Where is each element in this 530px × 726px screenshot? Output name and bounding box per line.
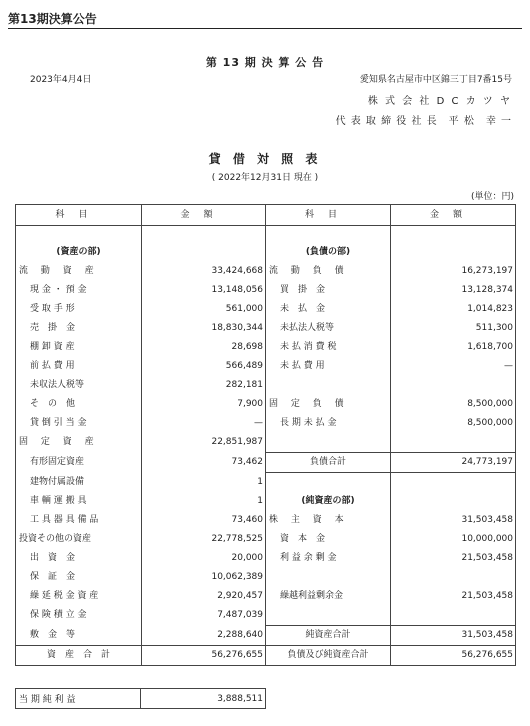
asset-value: 73,462 [142, 453, 266, 473]
liability-label: 未払法人税等 [266, 319, 391, 338]
asset-label: そ の 他 [16, 395, 142, 414]
asset-label: 現 金 ・ 預 金 [16, 281, 142, 300]
table-row [16, 453, 516, 473]
table-row [16, 338, 516, 357]
table-row [16, 587, 516, 606]
asset-value: 18,830,344 [142, 319, 266, 338]
liability-value: — [391, 357, 516, 376]
liabilities-net-assets-total-label: 負債及び純資産合計 [266, 646, 391, 666]
balance-sheet-date: ( 2022年12月31日 現在 ) [211, 173, 319, 183]
asset-label: 売 掛 金 [16, 319, 142, 338]
table-row [16, 606, 516, 626]
column-header-account: 科目 [266, 205, 391, 226]
table-row [16, 511, 516, 530]
asset-label: 固 定 資 産 [16, 433, 142, 453]
table-row [16, 243, 516, 262]
table-row [16, 689, 266, 709]
table-row [16, 568, 516, 587]
net-asset-label: 利 益 余 剰 金 [266, 549, 391, 568]
company-name: 株 式 会 社 D C カ ツ ヤ [367, 96, 512, 107]
assets-total-value: 56,276,655 [142, 646, 266, 666]
table-row [16, 414, 516, 433]
asset-label: 貸 倒 引 当 金 [16, 414, 142, 433]
column-header-amount: 金額 [142, 205, 266, 226]
balance-sheet-title: 貸 借 対 照 表 [208, 152, 322, 166]
asset-value: 566,489 [142, 357, 266, 376]
asset-label: 棚 卸 資 産 [16, 338, 142, 357]
column-header-account: 科目 [16, 205, 142, 226]
liability-label: 長 期 未 払 金 [266, 414, 391, 433]
asset-label: 繰 延 税 金 資 産 [16, 587, 142, 606]
asset-value: 1 [142, 492, 266, 511]
net-asset-value: 10,000,000 [391, 530, 516, 549]
asset-label: 有形固定資産 [16, 453, 142, 473]
table-row [16, 300, 516, 319]
asset-label: 受 取 手 形 [16, 300, 142, 319]
asset-value: 22,778,525 [142, 530, 266, 549]
net-income-label: 当 期 純 利 益 [16, 689, 141, 709]
balance-sheet-table [15, 204, 516, 666]
table-row [16, 395, 516, 414]
asset-value: 1 [142, 473, 266, 493]
net-income-table [15, 688, 266, 709]
liability-value: 511,300 [391, 319, 516, 338]
table-row [16, 492, 516, 511]
net-assets-total-value: 31,503,458 [391, 626, 516, 646]
liabilities-total-value: 24,773,197 [391, 453, 516, 473]
liabilities-section-heading: (負債の部) [266, 243, 391, 262]
liability-label: 未 払 費 用 [266, 357, 391, 376]
unit-label: (単位：円) [470, 192, 514, 202]
asset-label: 工 具 器 具 備 品 [16, 511, 142, 530]
notice-date: 2023年4月4日 [30, 75, 92, 85]
table-row [16, 281, 516, 300]
asset-value: 28,698 [142, 338, 266, 357]
asset-value: 10,062,389 [142, 568, 266, 587]
table-header-row [16, 205, 516, 226]
asset-value: 282,181 [142, 376, 266, 395]
asset-label: 未収法人税等 [16, 376, 142, 395]
table-row [16, 549, 516, 568]
assets-section-heading: (資産の部) [16, 243, 142, 262]
asset-value: 7,487,039 [142, 606, 266, 626]
asset-value: 20,000 [142, 549, 266, 568]
asset-label: 保 証 金 [16, 568, 142, 587]
table-row [16, 376, 516, 395]
net-asset-value: 21,503,458 [391, 587, 516, 606]
column-header-amount: 金額 [391, 205, 516, 226]
asset-value: 13,148,056 [142, 281, 266, 300]
liability-label: 固 定 負 債 [266, 395, 391, 414]
asset-value: 22,851,987 [142, 433, 266, 453]
asset-label: 保 険 積 立 金 [16, 606, 142, 626]
net-asset-value: 21,503,458 [391, 549, 516, 568]
table-row [16, 433, 516, 453]
asset-label: 敷 金 等 [16, 626, 142, 646]
liability-value: 13,128,374 [391, 281, 516, 300]
liability-value: 1,618,700 [391, 338, 516, 357]
net-income-value: 3,888,511 [141, 689, 266, 709]
asset-label: 投資その他の資産 [16, 530, 142, 549]
assets-total-label: 資 産 合 計 [16, 646, 142, 666]
table-row [16, 530, 516, 549]
liability-label: 流 動 負 債 [266, 262, 391, 281]
liability-value: 8,500,000 [391, 395, 516, 414]
asset-label: 流 動 資 産 [16, 262, 142, 281]
net-assets-section-heading: (純資産の部) [266, 492, 391, 511]
asset-label: 車 輌 運 搬 具 [16, 492, 142, 511]
table-row [16, 319, 516, 338]
liability-label: 買 掛 金 [266, 281, 391, 300]
liability-label: 未 払 消 費 税 [266, 338, 391, 357]
asset-value: 73,460 [142, 511, 266, 530]
notice-title: 第 13 期 決 算 公 告 [205, 56, 325, 69]
asset-value: 2,288,640 [142, 626, 266, 646]
company-representative: 代 表 取 締 役 社 長 平 松 幸 一 [335, 116, 512, 127]
asset-value: — [142, 414, 266, 433]
page-header-title: 第13期決算公告 [8, 12, 97, 26]
net-asset-value: 31,503,458 [391, 511, 516, 530]
asset-label: 前 払 費 用 [16, 357, 142, 376]
table-row [16, 262, 516, 281]
liability-value: 8,500,000 [391, 414, 516, 433]
asset-label: 建物付属設備 [16, 473, 142, 493]
liability-label: 未 払 金 [266, 300, 391, 319]
net-asset-label: 資 本 金 [266, 530, 391, 549]
company-address: 愛知県名古屋市中区錦三丁目7番15号 [359, 75, 512, 85]
table-row [16, 473, 516, 493]
liabilities-total-label: 負債合計 [266, 453, 391, 473]
liabilities-net-assets-total-value: 56,276,655 [391, 646, 516, 666]
spacer-row [16, 226, 516, 244]
asset-value: 2,920,457 [142, 587, 266, 606]
net-asset-label: 株 主 資 本 [266, 511, 391, 530]
asset-value: 561,000 [142, 300, 266, 319]
net-asset-label: 繰越利益剰余金 [266, 587, 391, 606]
liability-value: 16,273,197 [391, 262, 516, 281]
asset-value: 7,900 [142, 395, 266, 414]
liability-value: 1,014,823 [391, 300, 516, 319]
asset-value: 33,424,668 [142, 262, 266, 281]
header-divider [8, 28, 522, 29]
grand-total-row [16, 646, 516, 666]
net-assets-total-label: 純資産合計 [266, 626, 391, 646]
table-row [16, 357, 516, 376]
asset-label: 出 資 金 [16, 549, 142, 568]
table-row [16, 626, 516, 646]
